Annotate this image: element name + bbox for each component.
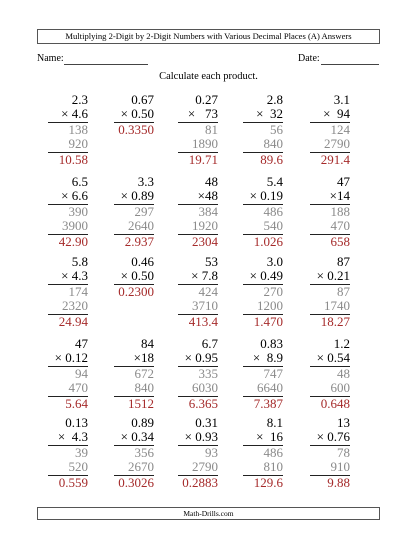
multiplicand: 48 bbox=[205, 174, 218, 189]
problem-5-5 bbox=[286, 416, 350, 502]
problem-2-4 bbox=[219, 175, 283, 261]
multiplier: × 6.6 bbox=[61, 188, 88, 203]
partial-product-1: 424 bbox=[198, 284, 218, 299]
answer: 18.27 bbox=[320, 314, 350, 329]
partial-product-1: 81 bbox=[205, 122, 218, 137]
multiplicand: 0.46 bbox=[131, 254, 154, 269]
problem-5-3 bbox=[154, 416, 218, 502]
partial-product-1: 87 bbox=[337, 284, 350, 299]
problem-3-3 bbox=[154, 255, 218, 341]
product-rule bbox=[178, 122, 218, 123]
problem-1-1 bbox=[24, 93, 88, 179]
product-rule bbox=[114, 366, 154, 367]
sum-rule bbox=[48, 396, 88, 397]
problem-4-4 bbox=[219, 337, 283, 423]
multiplier: × 73 bbox=[187, 106, 218, 121]
answer: 0.3350 bbox=[118, 122, 154, 137]
answer: 2304 bbox=[192, 234, 218, 249]
product-rule bbox=[178, 204, 218, 205]
multiplicand: 3.3 bbox=[137, 174, 154, 189]
multiplicand: 47 bbox=[337, 174, 350, 189]
multiplier: × 0.12 bbox=[54, 350, 88, 365]
product-rule bbox=[48, 284, 88, 285]
partial-product-2: 2790 bbox=[324, 136, 350, 151]
answer: 1512 bbox=[128, 396, 154, 411]
sum-rule bbox=[114, 475, 154, 476]
multiplier: × 4.3 bbox=[57, 429, 88, 444]
partial-product-2: 840 bbox=[263, 136, 283, 151]
multiplicand: 53 bbox=[205, 254, 218, 269]
answer: 1.470 bbox=[253, 314, 283, 329]
sum-rule bbox=[243, 234, 283, 235]
multiplier: × 0.50 bbox=[120, 106, 154, 121]
sum-rule bbox=[48, 314, 88, 315]
partial-product-1: 270 bbox=[263, 284, 283, 299]
sum-rule bbox=[178, 234, 218, 235]
multiplicand: 0.67 bbox=[131, 92, 154, 107]
sum-rule bbox=[243, 396, 283, 397]
partial-product-2: 810 bbox=[263, 459, 283, 474]
sum-rule bbox=[48, 234, 88, 235]
partial-product-1: 124 bbox=[330, 122, 350, 137]
product-rule bbox=[48, 366, 88, 367]
product-rule bbox=[243, 122, 283, 123]
partial-product-2: 1200 bbox=[257, 298, 283, 313]
partial-product-1: 486 bbox=[263, 204, 283, 219]
problem-5-2 bbox=[90, 416, 154, 502]
partial-product-2: 600 bbox=[330, 380, 350, 395]
answer: 0.648 bbox=[320, 396, 350, 411]
partial-product-2: 6030 bbox=[192, 380, 218, 395]
problem-3-5 bbox=[286, 255, 350, 341]
partial-product-1: 48 bbox=[337, 366, 350, 381]
problem-1-3 bbox=[154, 93, 218, 179]
problem-4-3 bbox=[154, 337, 218, 423]
multiplicand: 3.1 bbox=[333, 92, 350, 107]
multiplicand: 0.13 bbox=[65, 415, 88, 430]
product-rule bbox=[114, 284, 154, 285]
multiplier: × 0.21 bbox=[316, 268, 350, 283]
product-rule bbox=[243, 445, 283, 446]
answer: 1.026 bbox=[253, 234, 283, 249]
problem-1-5 bbox=[286, 93, 350, 179]
product-rule bbox=[114, 204, 154, 205]
partial-product-2: 920 bbox=[68, 136, 88, 151]
partial-product-2: 2670 bbox=[128, 459, 154, 474]
problem-1-2 bbox=[90, 93, 154, 179]
instructions: Calculate each product. bbox=[159, 71, 258, 82]
answer: 19.71 bbox=[188, 152, 218, 167]
multiplier: × 0.93 bbox=[184, 429, 218, 444]
problem-5-1 bbox=[24, 416, 88, 502]
partial-product-2: 3900 bbox=[62, 218, 88, 233]
partial-product-1: 747 bbox=[263, 366, 283, 381]
product-rule bbox=[178, 366, 218, 367]
partial-product-1: 174 bbox=[68, 284, 88, 299]
sum-rule bbox=[114, 234, 154, 235]
problem-3-2 bbox=[90, 255, 154, 341]
product-rule bbox=[243, 204, 283, 205]
name-line bbox=[64, 64, 148, 65]
worksheet-title: Multiplying 2-Digit by 2-Digit Numbers with Various Decimal Places (A) Answers bbox=[37, 29, 380, 44]
partial-product-2: 2640 bbox=[128, 218, 154, 233]
multiplicand: 2.3 bbox=[71, 92, 88, 107]
partial-product-1: 384 bbox=[198, 204, 218, 219]
product-rule bbox=[310, 284, 350, 285]
sum-rule bbox=[310, 475, 350, 476]
multiplicand: 47 bbox=[75, 336, 88, 351]
partial-product-2: 1740 bbox=[324, 298, 350, 313]
partial-product-1: 297 bbox=[134, 204, 154, 219]
problem-1-4 bbox=[219, 93, 283, 179]
sum-rule bbox=[243, 314, 283, 315]
answer: 658 bbox=[330, 234, 350, 249]
product-rule bbox=[114, 445, 154, 446]
multiplier: × 16 bbox=[256, 429, 283, 444]
multiplier: × 0.76 bbox=[316, 429, 350, 444]
product-rule bbox=[114, 122, 154, 123]
partial-product-1: 93 bbox=[205, 445, 218, 460]
multiplicand: 6.7 bbox=[201, 336, 218, 351]
multiplier: × 0.95 bbox=[184, 350, 218, 365]
multiplicand: 5.4 bbox=[266, 174, 283, 189]
multiplicand: 1.2 bbox=[333, 336, 350, 351]
product-rule bbox=[48, 445, 88, 446]
multiplicand: 0.89 bbox=[131, 415, 154, 430]
answer: 7.387 bbox=[253, 396, 283, 411]
product-rule bbox=[310, 366, 350, 367]
partial-product-2: 540 bbox=[263, 218, 283, 233]
answer: 0.2300 bbox=[118, 284, 154, 299]
product-rule bbox=[310, 122, 350, 123]
multiplier: × 94 bbox=[323, 106, 350, 121]
multiplier: × 0.50 bbox=[120, 268, 154, 283]
partial-product-2: 6640 bbox=[257, 380, 283, 395]
problem-2-3 bbox=[154, 175, 218, 261]
sum-rule bbox=[178, 314, 218, 315]
sum-rule bbox=[310, 314, 350, 315]
answer: 5.64 bbox=[65, 396, 88, 411]
sum-rule bbox=[48, 475, 88, 476]
sum-rule bbox=[310, 152, 350, 153]
multiplier: × 8.9 bbox=[252, 350, 283, 365]
multiplier: × 4.6 bbox=[61, 106, 88, 121]
sum-rule bbox=[310, 396, 350, 397]
sum-rule bbox=[114, 396, 154, 397]
multiplicand: 84 bbox=[141, 336, 154, 351]
problem-4-2 bbox=[90, 337, 154, 423]
partial-product-1: 94 bbox=[75, 366, 88, 381]
multiplicand: 13 bbox=[337, 415, 350, 430]
partial-product-2: 3710 bbox=[192, 298, 218, 313]
answer: 129.6 bbox=[253, 475, 283, 490]
partial-product-1: 356 bbox=[134, 445, 154, 460]
partial-product-2: 1890 bbox=[192, 136, 218, 151]
problem-3-1 bbox=[24, 255, 88, 341]
problem-4-5 bbox=[286, 337, 350, 423]
partial-product-2: 520 bbox=[68, 459, 88, 474]
multiplier: × 0.89 bbox=[120, 188, 154, 203]
partial-product-1: 672 bbox=[134, 366, 154, 381]
multiplicand: 0.27 bbox=[195, 92, 218, 107]
answer: 0.3026 bbox=[118, 475, 154, 490]
answer: 413.4 bbox=[188, 314, 218, 329]
date-label: Date: bbox=[298, 53, 320, 64]
multiplier: × 7.8 bbox=[191, 268, 218, 283]
answer: 42.90 bbox=[58, 234, 88, 249]
date-line bbox=[321, 64, 379, 65]
answer: 6.365 bbox=[188, 396, 218, 411]
sum-rule bbox=[178, 396, 218, 397]
product-rule bbox=[48, 204, 88, 205]
product-rule bbox=[48, 122, 88, 123]
sum-rule bbox=[243, 475, 283, 476]
product-rule bbox=[243, 366, 283, 367]
multiplier: × 0.19 bbox=[249, 188, 283, 203]
multiplicand: 2.8 bbox=[266, 92, 283, 107]
problem-3-4 bbox=[219, 255, 283, 341]
partial-product-1: 138 bbox=[68, 122, 88, 137]
problem-5-4 bbox=[219, 416, 283, 502]
multiplier: × 0.49 bbox=[249, 268, 283, 283]
partial-product-1: 188 bbox=[330, 204, 350, 219]
multiplicand: 0.31 bbox=[195, 415, 218, 430]
answer: 89.6 bbox=[260, 152, 283, 167]
partial-product-1: 78 bbox=[337, 445, 350, 460]
footer-site: Math-Drills.com bbox=[37, 507, 380, 520]
partial-product-2: 2320 bbox=[62, 298, 88, 313]
multiplier: × 0.34 bbox=[120, 429, 154, 444]
answer: 24.94 bbox=[58, 314, 88, 329]
multiplicand: 5.8 bbox=[71, 254, 88, 269]
partial-product-1: 39 bbox=[75, 445, 88, 460]
problem-4-1 bbox=[24, 337, 88, 423]
problem-2-2 bbox=[90, 175, 154, 261]
sum-rule bbox=[48, 152, 88, 153]
product-rule bbox=[178, 284, 218, 285]
product-rule bbox=[243, 284, 283, 285]
problem-2-5 bbox=[286, 175, 350, 261]
partial-product-2: 470 bbox=[68, 380, 88, 395]
multiplier: ×18 bbox=[133, 350, 154, 365]
multiplicand: 87 bbox=[337, 254, 350, 269]
partial-product-2: 2790 bbox=[192, 459, 218, 474]
answer: 10.58 bbox=[58, 152, 88, 167]
product-rule bbox=[178, 445, 218, 446]
answer: 2.937 bbox=[124, 234, 154, 249]
sum-rule bbox=[243, 152, 283, 153]
partial-product-2: 910 bbox=[330, 459, 350, 474]
partial-product-2: 840 bbox=[134, 380, 154, 395]
partial-product-1: 486 bbox=[263, 445, 283, 460]
name-label: Name: bbox=[37, 53, 64, 64]
sum-rule bbox=[178, 152, 218, 153]
multiplicand: 6.5 bbox=[71, 174, 88, 189]
sum-rule bbox=[178, 475, 218, 476]
multiplicand: 3.0 bbox=[266, 254, 283, 269]
problem-2-1 bbox=[24, 175, 88, 261]
partial-product-2: 470 bbox=[330, 218, 350, 233]
partial-product-1: 390 bbox=[68, 204, 88, 219]
product-rule bbox=[310, 445, 350, 446]
partial-product-1: 335 bbox=[198, 366, 218, 381]
answer: 291.4 bbox=[320, 152, 350, 167]
multiplier: × 32 bbox=[256, 106, 283, 121]
answer: 0.559 bbox=[58, 475, 88, 490]
product-rule bbox=[310, 204, 350, 205]
answer: 0.2883 bbox=[182, 475, 218, 490]
multiplier: ×48 bbox=[197, 188, 218, 203]
partial-product-2: 1920 bbox=[192, 218, 218, 233]
partial-product-1: 56 bbox=[270, 122, 283, 137]
multiplicand: 0.83 bbox=[260, 336, 283, 351]
answer: 9.88 bbox=[327, 475, 350, 490]
multiplier: × 4.3 bbox=[61, 268, 88, 283]
multiplier: × 0.54 bbox=[316, 350, 350, 365]
multiplicand: 8.1 bbox=[266, 415, 283, 430]
multiplier: ×14 bbox=[329, 188, 350, 203]
sum-rule bbox=[310, 234, 350, 235]
